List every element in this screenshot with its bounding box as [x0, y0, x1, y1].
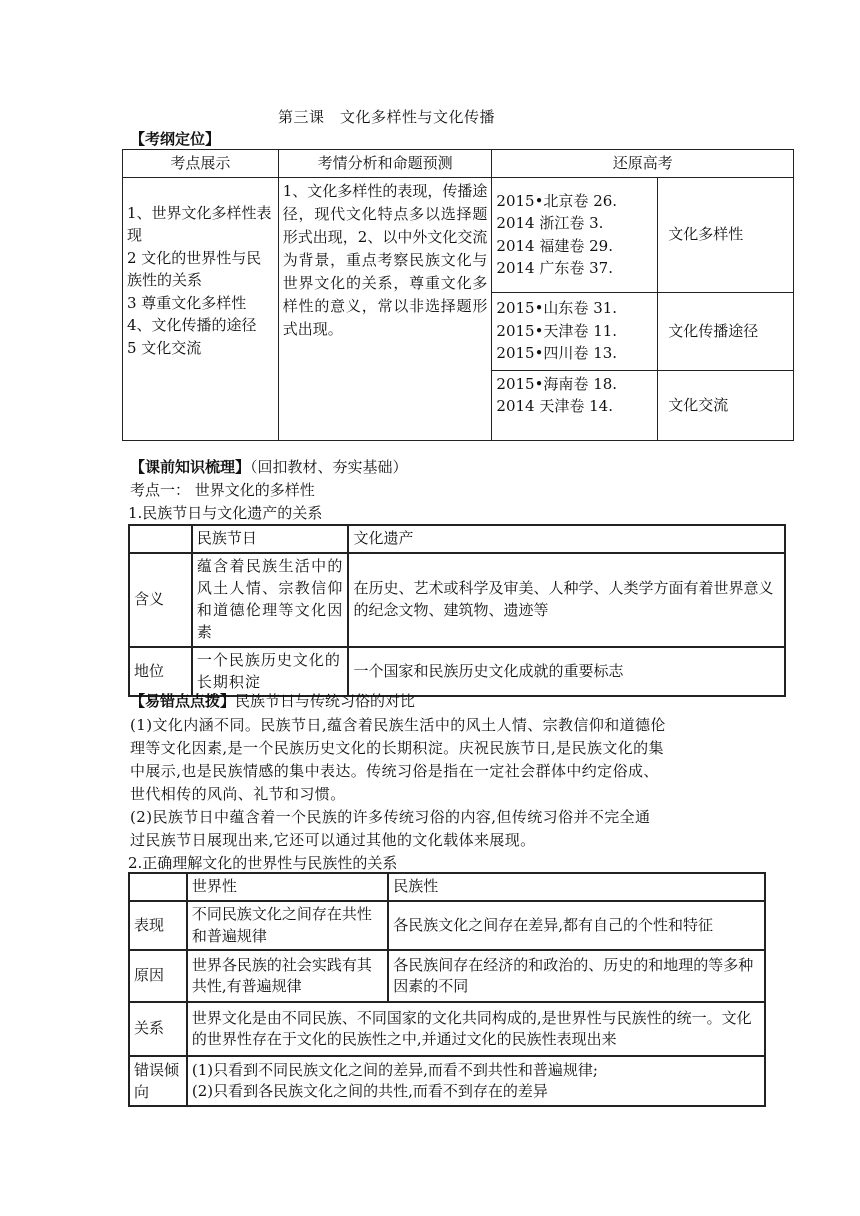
heritage-meaning: 在历史、艺术或科学及审美、人种学、人类学方面有着世界意义的纪念文物、建筑物、遗迹等	[348, 553, 785, 647]
tip-line: (2)民族节日中蕴含着一个民族的许多传统习俗的内容,但传统习俗并不完全通	[130, 808, 651, 826]
header-heritage: 文化遗产	[348, 525, 785, 553]
point-item: 4、文化传播的途径	[127, 316, 257, 334]
row-label: 原因	[129, 950, 187, 1002]
corner-cell	[129, 873, 187, 901]
row-label: 地位	[129, 647, 192, 697]
world-reason: 世界各民族的社会实践有其共性,有普遍规律	[187, 950, 388, 1002]
section-review-label: 【课前知识梳理】	[130, 458, 251, 476]
corner-cell	[129, 525, 192, 553]
tip-line: 过民族节日展现出来,它还可以通过其他的文化载体来展现。	[130, 831, 536, 849]
section-review-note: （回扣教材、夯实基础）	[250, 458, 408, 476]
exam-item: 2015•海南卷 18.	[496, 374, 618, 393]
festival-meaning: 蕴含着民族生活中的风土人情、宗教信仰和道德伦理等文化因素	[192, 553, 349, 647]
point-item: 2 文化的世界性与民族性的关系	[127, 248, 262, 289]
relation-text: 世界文化是由不同民族、不同国家的文化共同构成的,是世界性与民族性的统一。文化的世界性存在于文化的民族性之中,并通过文化的民族性表现出来	[187, 1002, 765, 1056]
festival-heritage-table	[128, 524, 786, 697]
tip-line: 世代相传的风尚、礼节和习惯。	[130, 785, 346, 803]
point-item: 1、世界文化多样性表现	[127, 203, 272, 244]
tip-line: 理等文化因素,是一个民族历史文化的长期积淀。庆祝民族节日,是民族文化的集	[130, 739, 664, 757]
tip-line: (1)文化内涵不同。民族节日,蕴含着民族生活中的风土人情、宗教信仰和道德伦	[130, 716, 666, 734]
topic-heading: 考点一： 世界文化的多样性	[130, 481, 315, 499]
error-item: (2)只看到各民族文化之间的共性,而看不到存在的差异	[191, 1082, 548, 1101]
exam-item: 2014 福建卷 29.	[496, 236, 613, 255]
exam-item: 2015•山东卷 31.	[496, 299, 618, 318]
national-reason: 各民族间存在经济的和政治的、历史的和地理的等多种因素的不同	[388, 950, 765, 1002]
tip-line: 中展示,也是民族情感的集中表达。传统习俗是指在一定社会群体中约定俗成、	[130, 762, 659, 780]
header-festival: 民族节日	[192, 525, 349, 553]
subheading-festival: 1.民族节日与文化遗产的关系	[128, 504, 323, 522]
exam-list	[492, 370, 658, 440]
outline-table	[122, 149, 794, 441]
header-world: 世界性	[187, 873, 388, 901]
exam-item: 2015•四川卷 13.	[496, 344, 618, 363]
festival-status: 一个民族历史文化的长期积淀	[192, 647, 349, 697]
subheading-relation: 2.正确理解文化的世界性与民族性的关系	[128, 854, 398, 872]
header-points: 考点展示	[123, 150, 279, 178]
exam-item: 2015•北京卷 26.	[496, 191, 618, 210]
tip-heading	[130, 690, 415, 712]
exam-topic: 文化交流	[658, 370, 794, 440]
page-title: 第三课 文化多样性与文化传播	[278, 108, 496, 126]
exam-item: 2015•天津卷 11.	[496, 321, 618, 340]
row-label: 表现	[129, 901, 187, 951]
section-review-heading	[130, 456, 408, 478]
header-analysis: 考情分析和命题预测	[278, 150, 492, 178]
exam-item: 2014 天津卷 14.	[496, 397, 613, 415]
exam-topic: 文化传播途径	[658, 292, 794, 370]
point-item: 3 尊重文化多样性	[127, 293, 247, 312]
analysis-cell: 1、文化多样性的表现，传播途径，现代文化特点多以选择题形式出现，2、以中外文化交流为背景，重点考察民族文化与世界文化的关系，尊重文化多样性的意义，常以非选择题形式出现。	[278, 177, 492, 440]
point-item: 5 文化交流	[127, 338, 202, 357]
row-label: 错误倾向	[129, 1056, 187, 1106]
heritage-status: 一个国家和民族历史文化成就的重要标志	[348, 647, 785, 697]
error-cell	[187, 1056, 765, 1106]
header-national: 民族性	[388, 873, 765, 901]
row-label: 关系	[129, 1002, 187, 1056]
header-exams: 还原高考	[492, 150, 794, 178]
tip-title: 民族节日与传统习俗的对比	[235, 692, 416, 710]
points-cell	[123, 177, 279, 440]
exam-list	[492, 177, 658, 292]
error-item: (1)只看到不同民族文化之间的差异,而看不到共性和普遍规律;	[191, 1060, 598, 1079]
exam-list	[492, 292, 658, 370]
section-outline-heading: 【考纲定位】	[130, 130, 221, 148]
exam-topic: 文化多样性	[658, 177, 794, 292]
national-expression: 各民族文化之间存在差异,都有自己的个性和特征	[388, 901, 765, 951]
exam-item: 2014 浙江卷 3.	[496, 214, 604, 232]
world-expression: 不同民族文化之间存在共性和普遍规律	[187, 901, 388, 951]
tip-label: 【易错点点拨】	[130, 692, 236, 710]
exam-item: 2014 广东卷 37.	[496, 259, 613, 277]
row-label: 含义	[129, 553, 192, 647]
world-national-table	[128, 872, 766, 1107]
